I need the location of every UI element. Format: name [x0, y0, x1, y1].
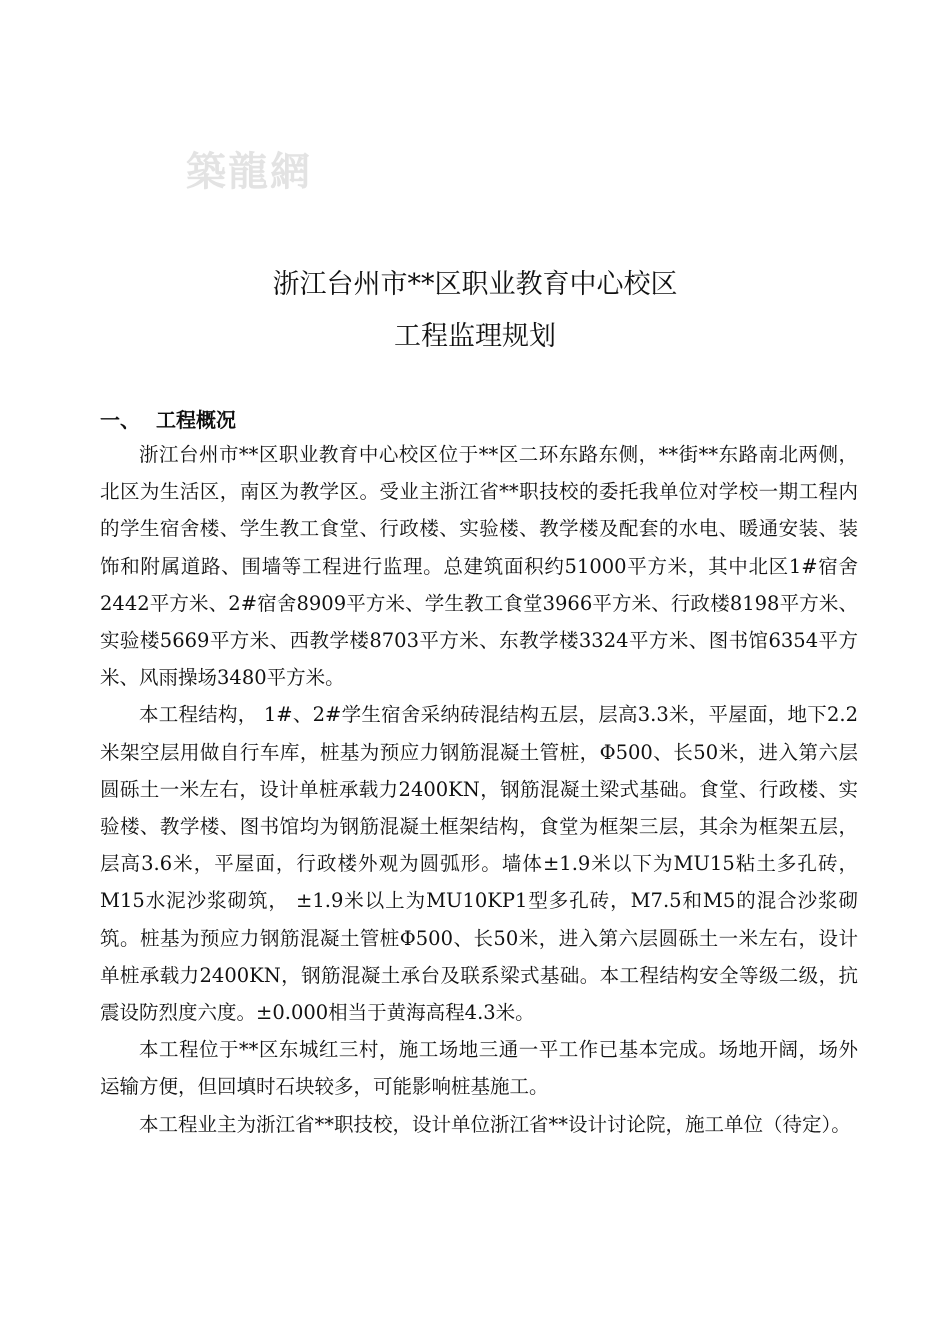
section-number: 一、	[100, 408, 140, 432]
section-heading	[100, 404, 236, 433]
paragraph-overview: 浙江台州市**区职业教育中心校区位于**区二环东路东侧，**街**东路南北两侧，北区为生活区，南区为教学区。受业主浙江省**职技校的委托我单位对学校一期工程内的学生宿舍楼、学生教工食堂、行政楼、实验楼、教学楼及配套的水电、暖通安装、装饰和附属道路、围墙等工程进行监理。总建筑面积约51000平方米，其中北区1#宿舍2442平方米、2#宿舍8909平方米、学生教工食堂3966平方米、行政楼8198平方米、实验楼5669平方米、西教学楼8703平方米、东教学楼3324平方米、图书馆6354平方米、风雨操场3480平方米。	[100, 443, 858, 690]
document-title-line1: 浙江台州市**区职业教育中心校区	[272, 269, 678, 300]
paragraph-parties: 本工程业主为浙江省**职技校，设计单位浙江省**设计讨论院，施工单位（待定）。	[139, 1112, 851, 1136]
section-title: 工程概况	[156, 408, 236, 432]
paragraph-structure: 本工程结构， 1#、2#学生宿舍采纳砖混结构五层，层高3.3米，平屋面，地下2.2米架空层用做自行车库，桩基为预应力钢筋混凝土管桩，Φ500、长50米，进入第六层圆砾土一米左右，设计单桩承载力2400KN，钢筋混凝土梁式基础。食堂、行政楼、实验楼、教学楼、图书馆均为钢筋混凝土框架结构，食堂为框架三层，其余为框架五层，层高3.6米，平屋面，行政楼外观为圆弧形。墙体±1.9米以下为MU15粘土多孔砖，M15水泥沙浆砌筑， ±1.9米以上为MU10KP1型多孔砖，M7.5和M5的混合沙浆砌筑。桩基为预应力钢筋混凝土管桩Φ500、长50米，进入第六层圆砾土一米左右，设计单桩承载力2400KN，钢筋混凝土承台及联系梁式基础。本工程结构安全等级二级，抗震设防烈度六度。±0.000相当于黄海高程4.3米。	[100, 703, 858, 1025]
document-title-line2: 工程监理规划	[394, 321, 556, 352]
watermark: 築龍網	[186, 148, 312, 195]
paragraph-site: 本工程位于**区东城红三村，施工场地三通一平工作已基本完成。场地开阔，场外运输方便，但回填时石块较多，可能影响桩基施工。	[100, 1038, 858, 1099]
document-body	[100, 436, 858, 1143]
